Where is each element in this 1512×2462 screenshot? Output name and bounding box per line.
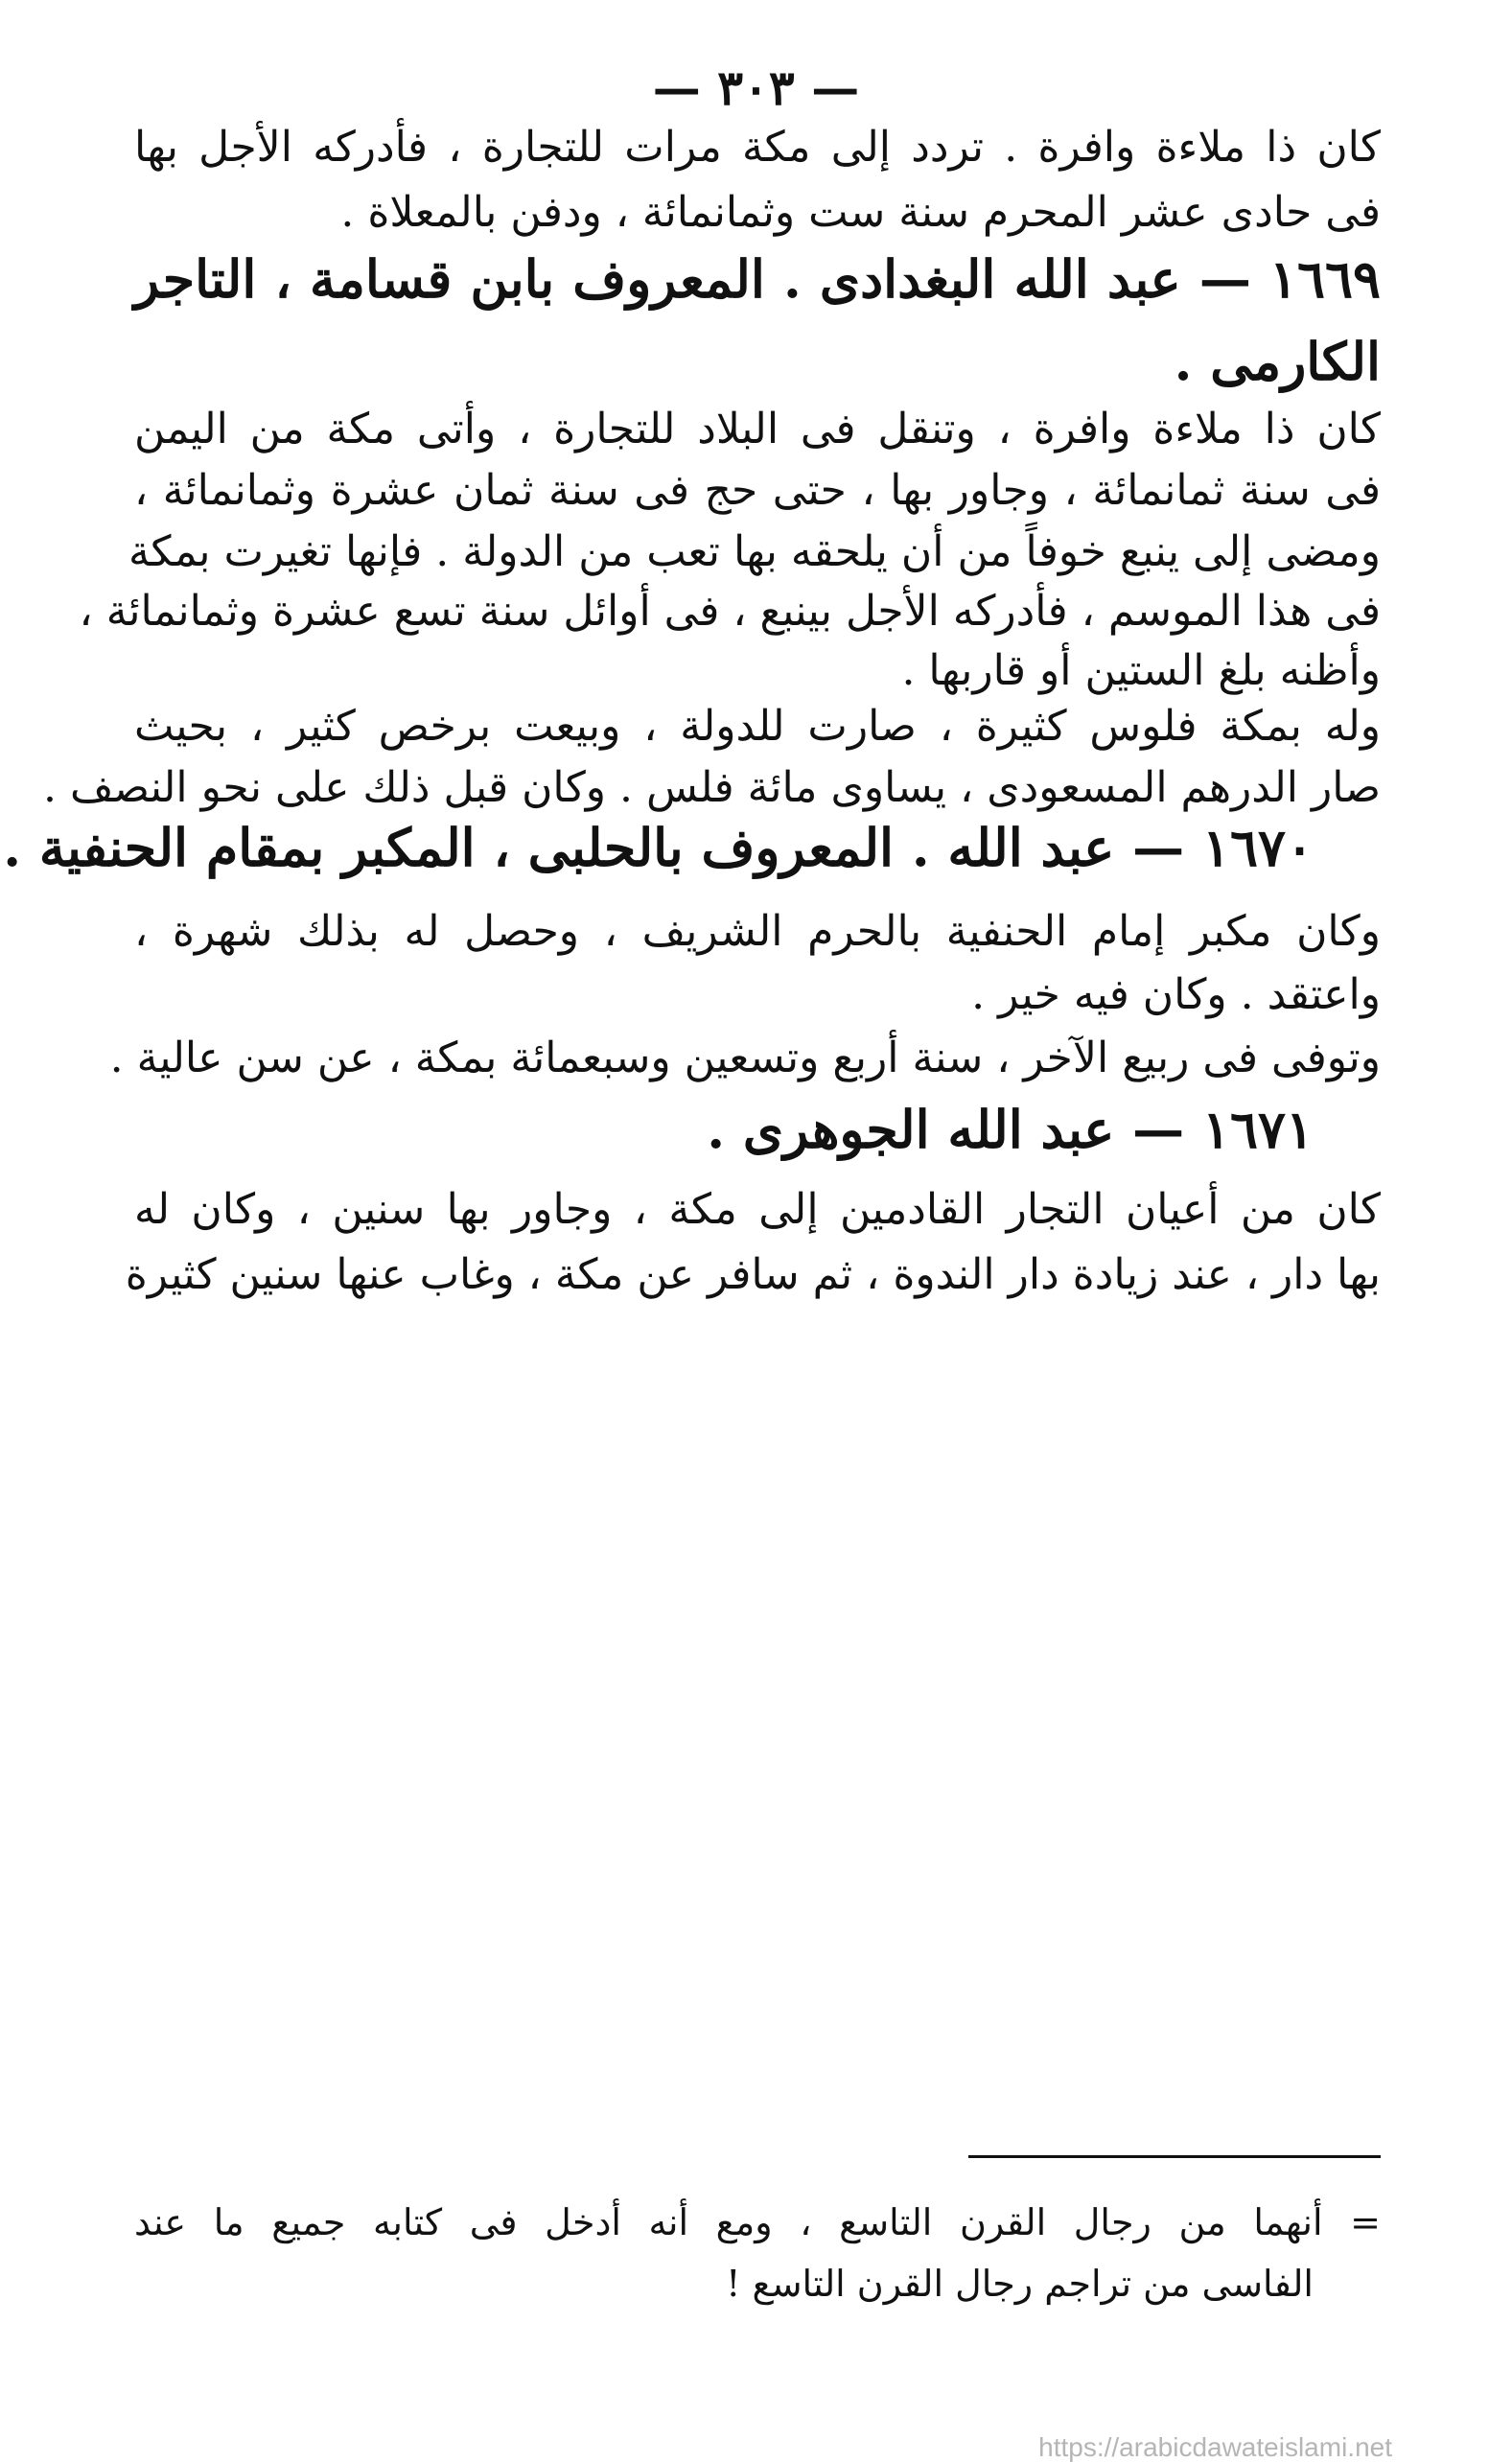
heading-line: ١٦٧٠ — عبد الله . المعروف بالحلبى ، المكبر بمقام الحنفية . (3, 817, 1314, 878)
footnote-rule (968, 2155, 1381, 2158)
text-line: وأظنه بلغ الستين أو قاربها . (901, 646, 1381, 695)
page-number: — ٣٠٣ — (652, 59, 860, 116)
heading-line: ١٦٧١ — عبد الله الجوهرى . (707, 1099, 1314, 1160)
footnote (134, 2194, 1381, 2318)
text-line: فى سنة ثمانمائة ، وجاور بها ، حتى حج فى سنة ثمان عشرة وثمانمائة ، (134, 466, 1381, 515)
text-line: بها دار ، عند زيادة دار الندوة ، ثم سافر عن مكة ، وغاب عنها سنين كثيرة (125, 1250, 1381, 1299)
text-line: وتوفى فى ربيع الآخر ، سنة أربع وتسعين وسبعمائة بمكة ، عن سن عالية . (109, 1034, 1381, 1082)
paragraph-1 (134, 119, 1381, 253)
text-line: كان من أعيان التجار القادمين إلى مكة ، وجاور بها سنين ، وكان له (134, 1185, 1381, 1234)
text-line: ومضى إلى ينبع خوفاً من أن يلحقه بها تعب من الدولة . فإنها تغيرت بمكة (128, 527, 1381, 576)
entry-heading-1669 (134, 244, 1381, 398)
paragraph-2 (79, 401, 1381, 695)
text-line: كان ذا ملاءة وافرة ، وتنقل فى البلاد للتجارة ، وأتى مكة من اليمن (134, 405, 1381, 453)
paragraph-6 (125, 1181, 1381, 1315)
text-line: واعتقد . وكان فيه خير . (971, 970, 1381, 1019)
footnote-line: = أنهما من رجال القرن التاسع ، ومع أنه أدخل فى كتابه جميع ما عند (134, 2201, 1381, 2243)
entry-heading-1670 (3, 813, 1381, 890)
text-line: صار الدرهم المسعودى ، يساوى مائة فلس . وكان قبل ذلك على نحو النصف . (43, 763, 1381, 812)
watermark-url: https://arabicdawateislami.net (1038, 2432, 1392, 2462)
text-line: وكان مكبر إمام الحنفية بالحرم الشريف ، وحصل له بذلك شهرة ، (134, 907, 1381, 956)
paragraph-3 (43, 698, 1381, 832)
entry-heading-1671 (134, 1095, 1381, 1172)
text-line: وله بمكة فلوس كثيرة ، صارت للدولة ، وبيعت برخص كثير ، بحيث (134, 702, 1381, 751)
heading-line: ١٦٦٩ — عبد الله البغدادى . المعروف بابن قسامة ، التاجر (134, 248, 1381, 310)
paragraph-5 (109, 1030, 1381, 1097)
text-line: فى حادى عشر المحرم سنة ست وثمانمائة ، ودفن بالمعلاة . (340, 188, 1381, 237)
text-line: فى هذا الموسم ، فأدركه الأجل بينبع ، فى أوائل سنة تسع عشرة وثمانمائة ، (79, 587, 1381, 636)
text-line: كان ذا ملاءة وافرة . تردد إلى مكة مرات للتجارة ، فأدركه الأجل بها (134, 123, 1381, 172)
heading-line: الكارمى . (1174, 331, 1381, 392)
paragraph-4 (134, 903, 1381, 1037)
footnote-line: الفاسى من تراجم رجال القرن التاسع ! (726, 2263, 1314, 2305)
